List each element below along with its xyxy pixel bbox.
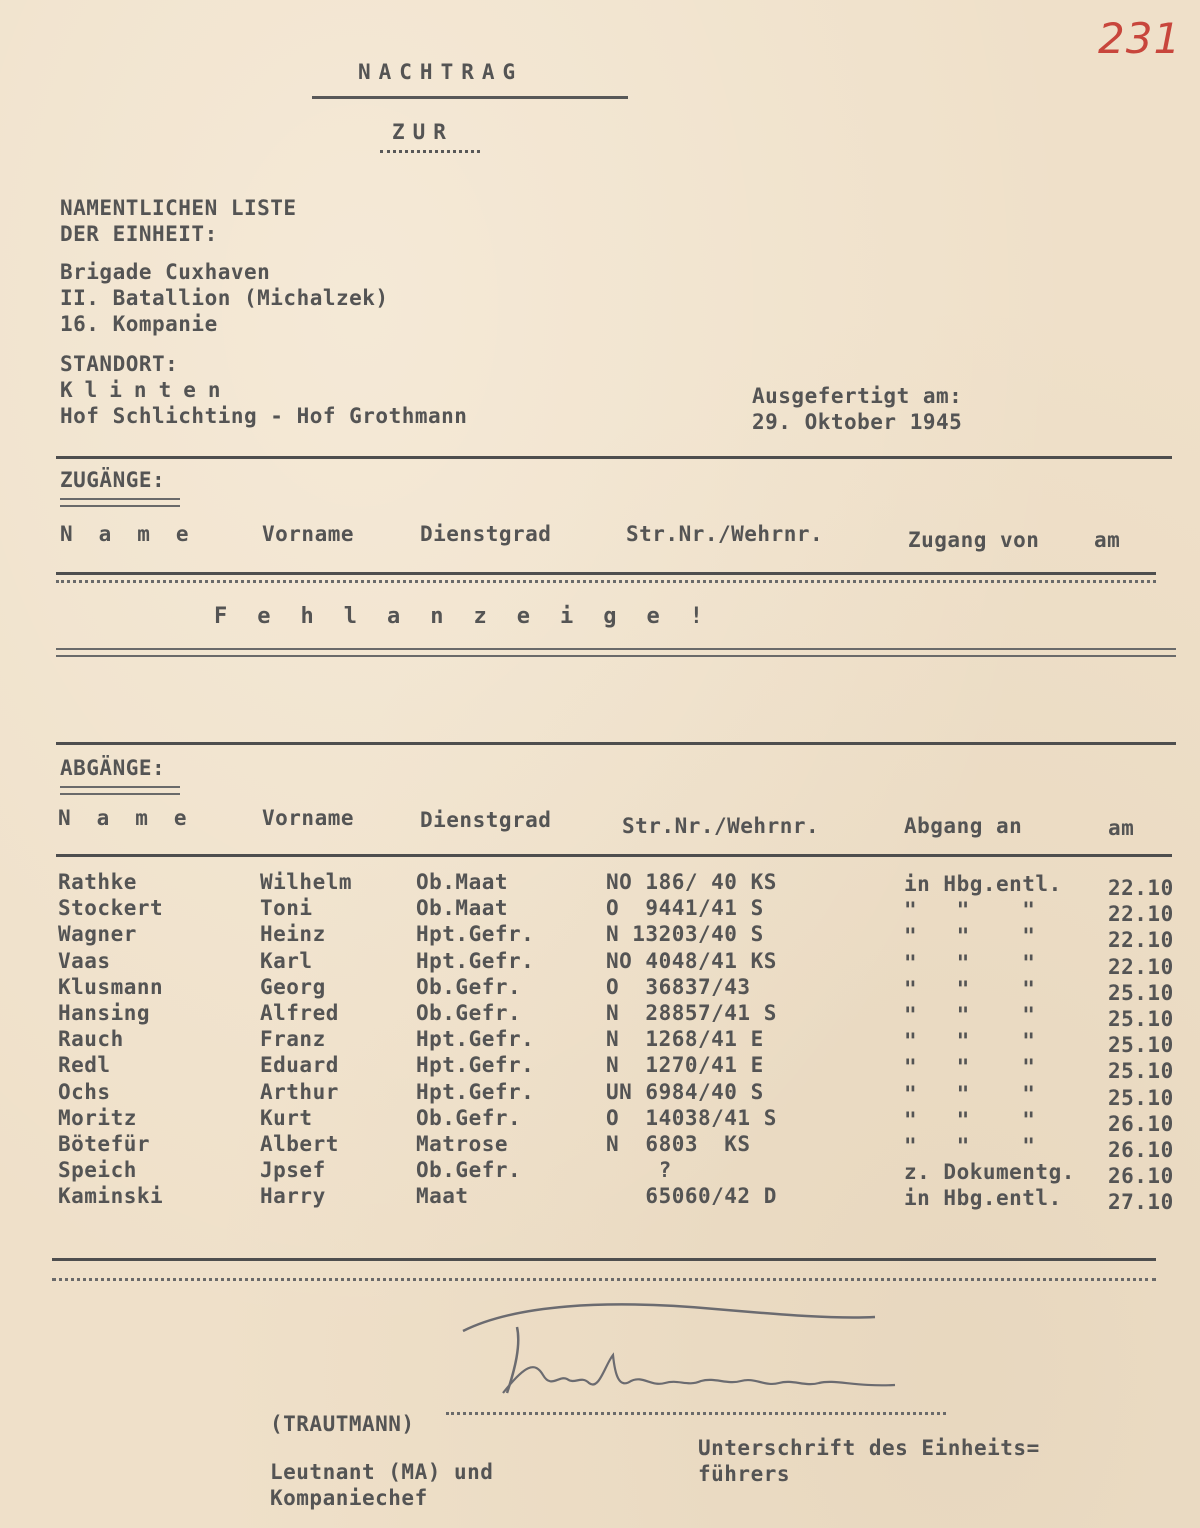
row-vorname: Toni bbox=[260, 896, 313, 921]
list-label: NAMENTLICHEN LISTE bbox=[60, 196, 297, 220]
row-nummer: N 13203/40 S bbox=[606, 922, 764, 947]
row-vorname: Jpsef bbox=[260, 1158, 326, 1183]
signature-caption: Unterschrift des Einheits= bbox=[698, 1436, 1040, 1460]
col-nummer-2: Str.Nr./Wehrnr. bbox=[622, 814, 820, 838]
signature-caption-2: führers bbox=[698, 1462, 791, 1486]
row-am: 22.10 bbox=[1108, 876, 1174, 900]
row-dienstgrad: Matrose bbox=[416, 1132, 509, 1156]
row-vorname: Alfred bbox=[260, 1001, 339, 1025]
row-vorname: Albert bbox=[260, 1132, 339, 1156]
row-nummer: O 9441/41 S bbox=[606, 896, 764, 921]
col-name-2: Name bbox=[58, 806, 213, 830]
col-vorname-2: Vorname bbox=[262, 806, 355, 830]
departures-end-dots bbox=[52, 1278, 1156, 1281]
row-am: 22.10 bbox=[1108, 928, 1174, 953]
row-vorname: Arthur bbox=[260, 1079, 339, 1104]
page-number: 231 bbox=[1098, 14, 1182, 63]
row-abgang-an: " " " bbox=[904, 924, 1036, 949]
row-abgang-an: " " " bbox=[904, 950, 1036, 975]
row-name: Speich bbox=[58, 1158, 137, 1183]
issued-label: Ausgefertigt am: bbox=[752, 384, 963, 408]
row-abgang-an: " " " bbox=[904, 1029, 1036, 1054]
row-nummer: ? bbox=[606, 1158, 672, 1183]
row-nummer: N 6803 KS bbox=[606, 1132, 751, 1156]
departures-end-rule bbox=[52, 1258, 1156, 1261]
col-name: Name bbox=[60, 522, 215, 546]
row-name: Redl bbox=[58, 1053, 111, 1078]
row-name: Vaas bbox=[58, 948, 111, 973]
row-nummer: 65060/42 D bbox=[606, 1184, 777, 1209]
unit-label: DER EINHEIT: bbox=[60, 222, 218, 246]
row-vorname: Wilhelm bbox=[260, 870, 353, 894]
row-abgang-an: " " " bbox=[904, 1134, 1036, 1158]
row-am: 22.10 bbox=[1108, 954, 1174, 979]
departures-header-rule bbox=[56, 854, 1172, 857]
col-am-2: am bbox=[1108, 816, 1135, 840]
section-divider-2 bbox=[56, 742, 1176, 745]
row-name: Wagner bbox=[58, 922, 137, 947]
handwritten-signature bbox=[455, 1295, 925, 1425]
row-name: Hansing bbox=[58, 1001, 151, 1025]
row-vorname: Georg bbox=[260, 974, 326, 999]
unit-battalion: II. Batallion (Michalzek) bbox=[60, 286, 389, 310]
row-nummer: UN 6984/40 S bbox=[606, 1079, 764, 1104]
col-abgang-an: Abgang an bbox=[904, 814, 1023, 838]
row-dienstgrad: Hpt.Gefr. bbox=[416, 948, 535, 973]
row-nummer: O 36837/43 bbox=[606, 974, 751, 999]
unit-brigade: Brigade Cuxhaven bbox=[60, 260, 271, 284]
row-abgang-an: " " " bbox=[904, 976, 1036, 1001]
row-dienstgrad: Hpt.Gefr. bbox=[416, 1027, 535, 1052]
row-dienstgrad: Hpt.Gefr. bbox=[416, 1079, 535, 1104]
row-am: 27.10 bbox=[1108, 1190, 1174, 1215]
row-name: Rathke bbox=[58, 870, 137, 894]
row-dienstgrad: Ob.Gefr. bbox=[416, 1105, 522, 1130]
row-abgang-an: " " " bbox=[904, 1055, 1036, 1080]
location-farms: Hof Schlichting - Hof Grothmann bbox=[60, 404, 468, 428]
row-abgang-an: " " " bbox=[904, 1081, 1036, 1106]
row-vorname: Kurt bbox=[260, 1105, 313, 1130]
row-abgang-an: " " " bbox=[904, 1003, 1036, 1027]
row-name: Ochs bbox=[58, 1079, 111, 1104]
signature-line bbox=[446, 1412, 946, 1415]
row-abgang-an: in Hbg.entl. bbox=[904, 872, 1062, 896]
additions-header-dots bbox=[56, 580, 1156, 583]
row-nummer: O 14038/41 S bbox=[606, 1105, 777, 1130]
row-vorname: Karl bbox=[260, 948, 313, 973]
row-dienstgrad: Maat bbox=[416, 1184, 469, 1209]
document-subtitle: ZUR bbox=[392, 120, 454, 144]
row-name: Rauch bbox=[58, 1027, 124, 1052]
additions-label: ZUGÄNGE: bbox=[60, 468, 166, 492]
row-abgang-an: " " " bbox=[904, 898, 1036, 923]
row-nummer: N 28857/41 S bbox=[606, 1001, 777, 1025]
additions-label-underline bbox=[60, 498, 180, 507]
unit-company: 16. Kompanie bbox=[60, 312, 218, 336]
row-abgang-an: " " " bbox=[904, 1107, 1036, 1132]
col-am: am bbox=[1094, 528, 1121, 552]
row-dienstgrad: Ob.Maat bbox=[416, 896, 509, 921]
row-vorname: Heinz bbox=[260, 922, 326, 947]
issued-date: 29. Oktober 1945 bbox=[752, 410, 963, 434]
row-name: Klusmann bbox=[58, 974, 164, 999]
section-divider bbox=[56, 456, 1172, 459]
row-name: Kaminski bbox=[58, 1184, 164, 1209]
row-vorname: Harry bbox=[260, 1184, 326, 1209]
row-nummer: N 1270/41 E bbox=[606, 1053, 764, 1078]
row-am: 25.10 bbox=[1108, 1033, 1174, 1058]
subtitle-underline bbox=[380, 150, 480, 153]
row-name: Bötefür bbox=[58, 1132, 151, 1156]
row-dienstgrad: Ob.Gefr. bbox=[416, 1158, 522, 1183]
row-vorname: Franz bbox=[260, 1027, 326, 1052]
row-dienstgrad: Ob.Gefr. bbox=[416, 974, 522, 999]
row-dienstgrad: Hpt.Gefr. bbox=[416, 922, 535, 947]
col-zugang-von: Zugang von bbox=[908, 528, 1040, 552]
row-dienstgrad: Ob.Maat bbox=[416, 870, 509, 894]
row-abgang-an: z. Dokumentg. bbox=[904, 1160, 1075, 1185]
row-am: 25.10 bbox=[1108, 1085, 1174, 1110]
location-place: Klinten bbox=[60, 378, 233, 402]
row-name: Stockert bbox=[58, 896, 164, 921]
row-name: Moritz bbox=[58, 1105, 137, 1130]
row-am: 25.10 bbox=[1108, 1059, 1174, 1084]
location-label: STANDORT: bbox=[60, 352, 179, 376]
col-vorname: Vorname bbox=[262, 522, 355, 546]
signer-name: (TRAUTMANN) bbox=[270, 1412, 415, 1436]
row-am: 25.10 bbox=[1108, 1007, 1174, 1031]
row-vorname: Eduard bbox=[260, 1053, 339, 1078]
signer-position: Kompaniechef bbox=[270, 1486, 428, 1510]
row-abgang-an: in Hbg.entl. bbox=[904, 1186, 1062, 1211]
departures-label: ABGÄNGE: bbox=[60, 756, 166, 780]
document-title: NACHTRAG bbox=[358, 60, 524, 84]
row-nummer: N 1268/41 E bbox=[606, 1027, 764, 1052]
signer-rank: Leutnant (MA) und bbox=[270, 1460, 494, 1484]
row-nummer: NO 186/ 40 KS bbox=[606, 870, 777, 894]
title-underline bbox=[312, 96, 628, 99]
col-dienstgrad: Dienstgrad bbox=[420, 522, 552, 546]
additions-header-rule bbox=[56, 572, 1156, 575]
row-am: 26.10 bbox=[1108, 1111, 1174, 1136]
row-am: 26.10 bbox=[1108, 1138, 1174, 1162]
col-dienstgrad-2: Dienstgrad bbox=[420, 808, 552, 832]
departures-label-underline bbox=[60, 786, 180, 795]
row-dienstgrad: Ob.Gefr. bbox=[416, 1001, 522, 1025]
row-nummer: NO 4048/41 KS bbox=[606, 948, 777, 973]
row-am: 26.10 bbox=[1108, 1164, 1174, 1189]
additions-end-rule bbox=[56, 648, 1176, 657]
row-am: 25.10 bbox=[1108, 980, 1174, 1005]
row-dienstgrad: Hpt.Gefr. bbox=[416, 1053, 535, 1078]
row-am: 22.10 bbox=[1108, 902, 1174, 927]
empty-note: Fehlanzeige! bbox=[214, 604, 733, 629]
col-nummer: Str.Nr./Wehrnr. bbox=[626, 522, 824, 546]
